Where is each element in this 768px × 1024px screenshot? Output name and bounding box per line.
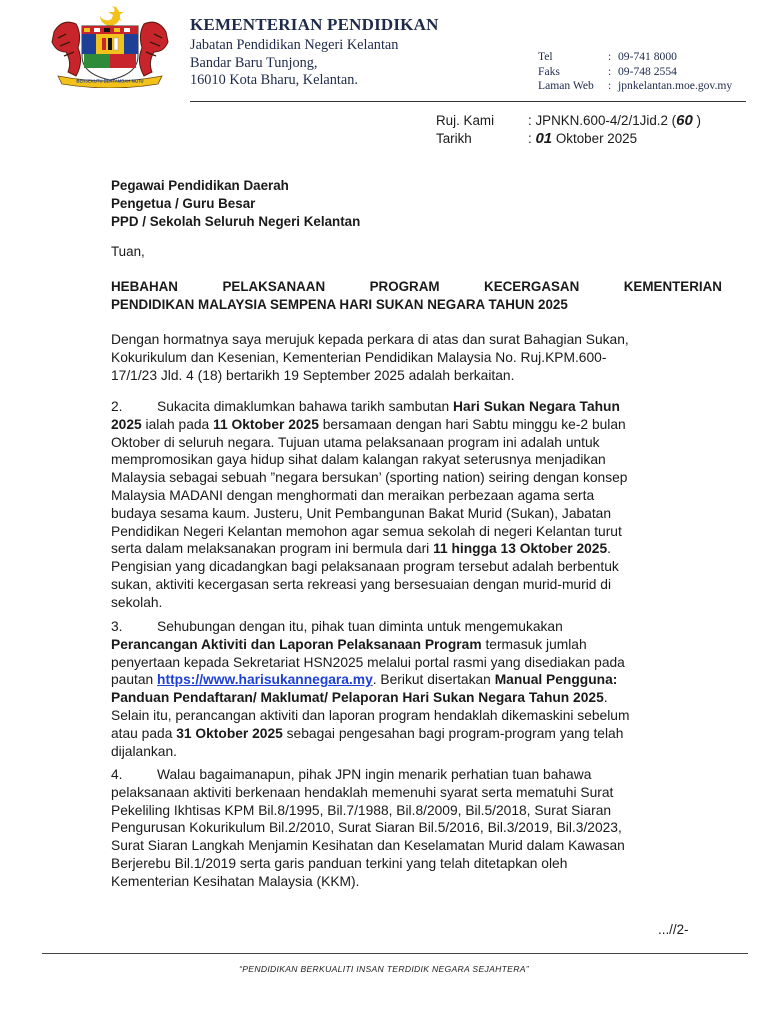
subject-word: KECERGASAN	[484, 279, 580, 294]
addressee-line: Pengetua / Guru Besar	[111, 196, 256, 211]
paragraph-line	[111, 540, 722, 558]
paragraph-2	[111, 398, 722, 612]
reference-value: : JPNKN.600-4/2/1Jid.2 (	[528, 113, 677, 128]
addressee-line: PPD / Sekolah Seluruh Negeri Kelantan	[111, 214, 361, 229]
paragraph-number: 3.	[111, 619, 123, 634]
contact-block	[538, 50, 732, 94]
paragraph-line: dijalankan.	[111, 743, 177, 759]
text-run: termasuk jumlah	[481, 636, 587, 652]
reference-label: Ruj. Kami	[436, 113, 495, 128]
text-run: . Berikut disertakan	[372, 672, 495, 688]
paragraph-line	[111, 725, 722, 743]
paragraph-line	[111, 618, 722, 636]
crest-motto-text: BERSEKUTU BERTAMBAH MUTU	[76, 78, 144, 84]
text-run: Sehubungan dengan itu, pihak tuan diminta untuk mengemukakan	[157, 619, 563, 634]
reference-row	[436, 112, 701, 130]
address-line-2: 16010 Kota Bharu, Kelantan.	[190, 72, 358, 88]
date-handwritten-day: 01	[535, 130, 553, 147]
colon: :	[608, 64, 612, 78]
text-run-bold: 31 Oktober 2025	[176, 725, 283, 741]
paragraph-line: pelaksanaan aktiviti berkenaan hendaklah memenuhi syarat serta mematuhi Surat	[111, 784, 614, 800]
paragraph-line: Pengurusan Kokurikulum Bil.2/2010, Surat Siaran Bil.5/2016, Bil.3/2019, Bil.3/2023,	[111, 820, 622, 836]
text-run: Sukacita dimaklumkan bahawa tarikh sambutan	[157, 399, 454, 414]
subject-line-1	[111, 278, 722, 296]
paragraph-4	[111, 766, 722, 891]
text-run-bold: 2025	[111, 416, 142, 432]
salutation: Tuan,	[111, 244, 145, 259]
paragraph-line: sukan, aktiviti kecergasan serta rekreasi yang bersesuaian dengan murid-murid di	[111, 576, 612, 592]
header-divider	[190, 101, 746, 102]
department-address	[190, 37, 398, 90]
text-run: serta dalam melaksanakan program ini bermula dari	[111, 541, 434, 557]
date-prefix: :	[528, 131, 532, 146]
paragraph-line: Berjerebu Bil.1/2019 serta garis panduan terkini yang telah ditetapkan oleh	[111, 855, 568, 871]
contact-row-tel	[538, 50, 732, 65]
text-run: .	[607, 541, 611, 557]
contact-row-fax	[538, 65, 732, 80]
tel-value: 09-741 8000	[618, 50, 677, 63]
ministry-name: KEMENTERIAN PENDIDIKAN	[190, 15, 439, 34]
text-run: pautan	[111, 672, 158, 688]
text-run-bold: Hari Sukan Negara Tahun	[453, 399, 620, 414]
paragraph-line: budaya sesama kaum. Justeru, Unit Pembangunan Bakat Murid (Sukan), Jabatan	[111, 505, 612, 521]
reference-close: )	[696, 113, 701, 128]
subject-word: PELAKSANAAN	[222, 279, 326, 294]
paragraph-line: Kementerian Kesihatan Malaysia (KKM).	[111, 873, 360, 889]
tel-label: Tel	[538, 50, 553, 63]
paragraph-line: Malaysia sebagai sebuah ”negara bersukan’ (sporting nation) seiring dengan konsep	[111, 470, 628, 486]
department-name: Jabatan Pendidikan Negeri Kelantan	[190, 37, 399, 53]
reference-handwritten-number: 60	[676, 112, 693, 129]
subject-word: KEMENTERIAN	[623, 279, 722, 294]
subject-line-2: PENDIDIKAN MALAYSIA SEMPENA HARI SUKAN NEGARA TAHUN 2025	[111, 296, 568, 312]
paragraph-line: 17/1/23 Jld. 4 (18) bertarikh 19 September 2025 adalah berkaitan.	[111, 367, 515, 383]
subject-word: HEBAHAN	[111, 279, 178, 294]
contact-row-web	[538, 79, 732, 94]
text-run-bold: Manual Pengguna:	[494, 672, 618, 688]
addressee-line: Pegawai Pendidikan Daerah	[111, 178, 289, 193]
addressee-block	[111, 177, 360, 231]
colon: :	[608, 50, 612, 63]
coat-of-arms-logo	[44, 2, 176, 88]
page-continuation-marker: ...//2-	[658, 922, 689, 937]
paragraph-line	[111, 398, 722, 416]
text-run: sebagai pengesahan bagi program-program yang telah	[282, 725, 624, 741]
paragraph-line: Pendidikan Negeri Kelantan memohon agar semua sekolah di negeri Kelantan turut	[111, 523, 622, 539]
fax-label: Faks	[538, 64, 560, 78]
reference-block	[436, 112, 701, 148]
portal-link[interactable]: https://www.harisukannegara.my	[157, 672, 373, 688]
date-value: Oktober 2025	[555, 131, 638, 146]
paragraph-line: Pekeliling Ikhtisas KPM Bil.8/1995, Bil.7/1988, Bil.8/2009, Bil.5/2018, Surat Siaran	[111, 802, 612, 818]
text-run-bold: 11 hingga 13 Oktober 2025	[433, 541, 608, 557]
address-line-1: Bandar Baru Tunjong,	[190, 54, 318, 71]
web-label: Laman Web	[538, 79, 594, 93]
paragraph-line: Dengan hormatnya saya merujuk kepada perkara di atas dan surat Bahagian Sukan,	[111, 332, 629, 347]
fax-value: 09-748 2554	[618, 64, 677, 78]
paragraph-1	[111, 331, 722, 384]
text-run: atau pada	[111, 725, 177, 741]
paragraph-number: 4.	[111, 767, 123, 782]
text-run-bold: Perancangan Aktiviti dan Laporan Pelaksanaan Program	[111, 636, 482, 652]
date-label: Tarikh	[436, 131, 472, 146]
date-row	[436, 130, 701, 148]
text-run-bold: Panduan Pendaftaran/ Maklumat/ Pelaporan Hari Sukan Negara Tahun 2025	[111, 690, 604, 706]
text-run-bold: 11 Oktober 2025	[213, 416, 319, 432]
paragraph-line: Pengisian yang dicadangkan bagi pelaksanaan program tersebut adalah berbentuk	[111, 559, 619, 575]
footer-motto: “PENDIDIKAN BERKUALITI INSAN TERDIDIK NEGARA SEJAHTERA”	[239, 964, 529, 974]
paragraph-line	[111, 766, 722, 784]
paragraph-line: Surat Siaran Langkah Menjamin Kesihatan dan Keselamatan Murid dalam Kawasan	[111, 838, 625, 854]
paragraph-line: Kokurikulum dan Kesenian, Kementerian Pendidikan Malaysia No. Ruj.KPM.600-	[111, 349, 607, 365]
paragraph-line	[111, 416, 722, 434]
text-run: bersamaan dengan hari Sabtu minggu ke-2 bulan	[318, 416, 626, 432]
subject-word: PROGRAM	[369, 279, 440, 294]
paragraph-line	[111, 636, 722, 654]
paragraph-line: Malaysia MADANI dengan menghormati dan meraikan perbezaan agama serta	[111, 487, 595, 503]
paragraph-line: Selain itu, perancangan aktiviti dan laporan program hendaklah dikemaskini sebelum	[111, 707, 630, 723]
paragraph-line: penyertaan kepada Sekretariat HSN2025 melalui portal rasmi yang disediakan pada	[111, 654, 625, 670]
paragraph-line	[111, 689, 722, 707]
text-run: Walau bagaimanapun, pihak JPN ingin menarik perhatian tuan bahawa	[157, 767, 592, 782]
footer-divider	[42, 953, 748, 954]
subject-heading	[111, 278, 722, 313]
paragraph-line: sekolah.	[111, 594, 163, 610]
paragraph-line: mempromosikan gaya hidup sihat dalam kalangan rakyat seterusnya menjadikan	[111, 452, 606, 468]
colon: :	[608, 79, 612, 93]
text-run: ialah pada	[141, 416, 214, 432]
text-run: .	[603, 690, 608, 706]
paragraph-line	[111, 671, 722, 689]
paragraph-line: Oktober di seluruh negara. Tujuan utama pelaksanaan program ini adalah untuk	[111, 434, 600, 450]
web-value: jpnkelantan.moe.gov.my	[618, 79, 733, 93]
paragraph-number: 2.	[111, 399, 123, 414]
paragraph-3	[111, 618, 722, 760]
